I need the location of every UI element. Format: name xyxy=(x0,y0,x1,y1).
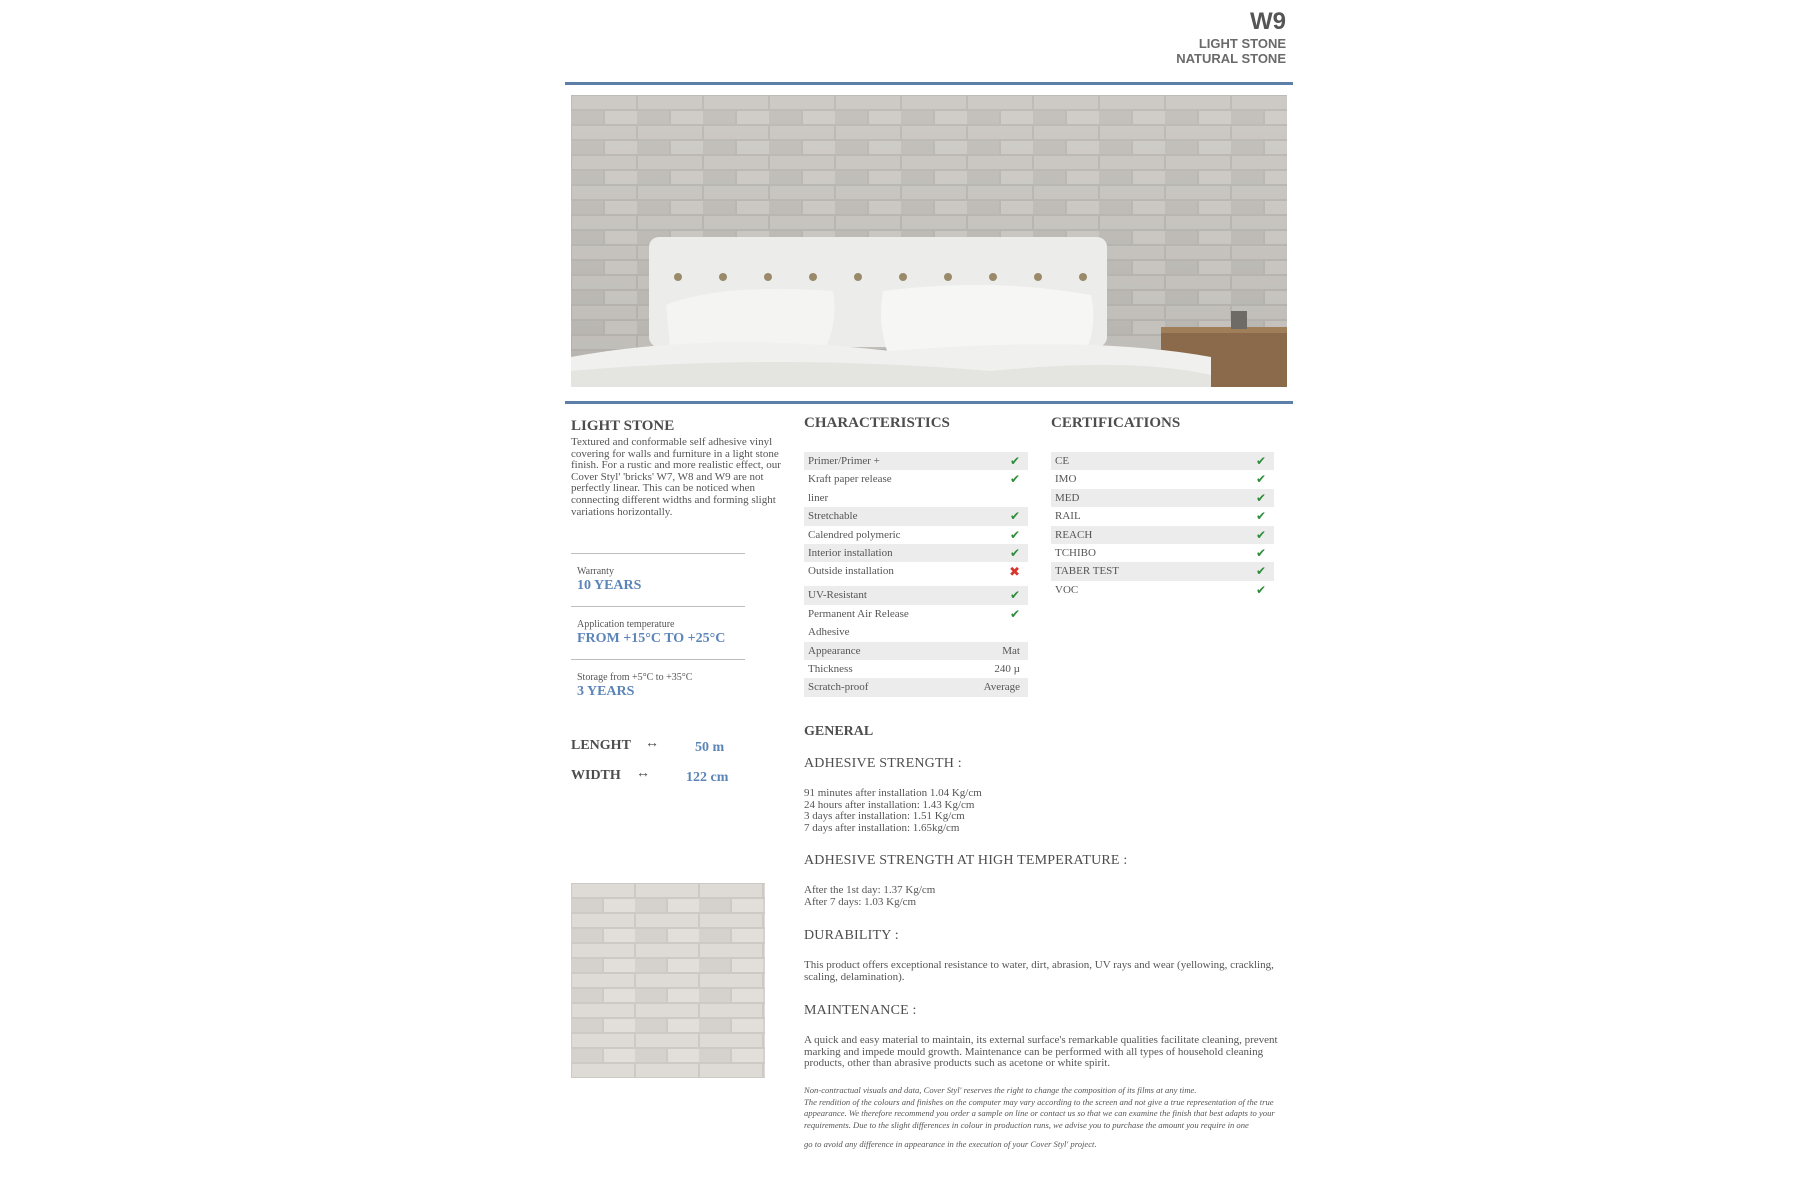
table-row xyxy=(804,470,1028,488)
table-row xyxy=(1051,507,1274,525)
table-row xyxy=(804,489,1028,507)
row-label: Scratch-proof xyxy=(808,681,869,694)
row-label: Outside installation xyxy=(808,565,894,578)
row-label: Stretchable xyxy=(808,510,858,523)
row-label: CE xyxy=(1055,455,1070,467)
product-description: Textured and conformable self adhesive vinyl covering for walls and furniture in a light stone finish. For a rustic and more realistic effect, our Cover Styl' 'bricks' W7, W8 and W9 are not perfectly linear. This can be noticed when connecting different widths and forming slight variations horizontally. xyxy=(571,436,781,518)
characteristics-table xyxy=(804,452,1028,697)
table-row xyxy=(804,562,1028,586)
durability-title: DURABILITY : xyxy=(804,928,899,943)
check-icon: ✔ xyxy=(1255,472,1266,487)
spec-divider xyxy=(571,553,745,554)
product-code: W9 xyxy=(1250,8,1286,35)
disclaimer xyxy=(804,1085,1294,1151)
disclaimer-line: The rendition of the colours and finishes on the computer may vary according to the screen and not give a true representation of the true appearance. We therefore recommend you order a sample on line or contact us so that we can examine the finish that best adapts to your requirements. Due to the slight differences in colour in production runs, we advise you to purchase the amount you require in one xyxy=(804,1096,1275,1130)
row-label: Primer/Primer + xyxy=(808,455,880,467)
row-value: Mat xyxy=(1002,644,1020,657)
table-row xyxy=(804,660,1028,678)
check-icon: ✔ xyxy=(1255,509,1266,524)
row-label: TABER TEST xyxy=(1055,565,1120,578)
hero-illustration xyxy=(571,95,1287,387)
width-arrow-icon: ↔ xyxy=(636,766,650,781)
table-row xyxy=(804,642,1028,660)
table-row xyxy=(1051,526,1274,544)
check-icon: ✔ xyxy=(1255,490,1266,505)
length-label: LENGHT xyxy=(571,738,631,753)
warranty-value: 10 YEARS xyxy=(577,578,642,593)
header-divider xyxy=(565,82,1293,85)
section-divider xyxy=(565,401,1293,404)
table-row xyxy=(1051,544,1274,562)
row-label: REACH xyxy=(1055,528,1093,541)
adhesive-line: 3 days after installation: 1.51 Kg/cm xyxy=(804,810,965,823)
disclaimer-line: Non-contractual visuals and data, Cover Styl' reserves the right to change the composition of its films at any time. xyxy=(804,1085,1197,1095)
brick-texture-swatch xyxy=(571,883,765,1078)
table-row xyxy=(804,586,1028,604)
row-label: Kraft paper release xyxy=(808,473,892,486)
length-arrow-icon: ↔ xyxy=(645,736,659,751)
high-temp-line: After 7 days: 1.03 Kg/cm xyxy=(804,895,917,908)
adhesive-strength-values xyxy=(804,788,1294,834)
characteristics-title: CHARACTERISTICS xyxy=(804,415,950,431)
row-label: Thickness xyxy=(808,662,853,675)
durability-text: This product offers exceptional resistance to water, dirt, abrasion, UV rays and wear (yellowing, crackling, scaling, delamination). xyxy=(804,959,1274,983)
storage-value: 3 YEARS xyxy=(577,684,635,699)
row-label: VOC xyxy=(1055,583,1079,596)
check-icon: ✔ xyxy=(1255,454,1266,468)
adhesive-line: 91 minutes after installation 1.04 Kg/cm xyxy=(804,787,982,799)
warranty-label: Warranty xyxy=(577,566,614,577)
check-icon: ✔ xyxy=(1009,454,1020,468)
product-title: LIGHT STONE xyxy=(571,418,675,434)
check-icon: ✔ xyxy=(1255,527,1266,542)
row-value: Average xyxy=(983,681,1020,694)
table-row xyxy=(804,605,1028,623)
bedroom-brick-wall-photo xyxy=(571,95,1287,387)
maintenance-text: A quick and easy material to maintain, its external surface's remarkable qualities facilitate cleaning, prevent marking and impede mould growth. Maintenance can be performed with all types of household cleaning products, other than abrasive products such as acetone or white spirit. xyxy=(804,1034,1278,1070)
check-icon: ✔ xyxy=(1009,606,1020,621)
cross-icon: ✖ xyxy=(1009,565,1020,581)
row-label: Permanent Air Release xyxy=(808,607,909,620)
width-value: 122 cm xyxy=(686,770,729,785)
table-row xyxy=(1051,489,1274,507)
application-temperature-label: Application temperature xyxy=(577,619,675,630)
product-category-heading: NATURAL STONE xyxy=(1176,51,1286,66)
check-icon: ✔ xyxy=(1255,582,1266,597)
row-label: IMO xyxy=(1055,473,1077,486)
adhesive-line: 7 days after installation: 1.65kg/cm xyxy=(804,821,960,834)
certifications-table xyxy=(1051,452,1274,599)
high-temperature-title: ADHESIVE STRENGTH AT HIGH TEMPERATURE : xyxy=(804,853,1128,868)
row-label: UV-Resistant xyxy=(808,589,867,602)
spec-divider xyxy=(571,606,745,607)
product-name-heading: LIGHT STONE xyxy=(1198,36,1286,51)
check-icon: ✔ xyxy=(1009,588,1020,603)
row-label: Calendred polymeric xyxy=(808,528,901,541)
spec-divider xyxy=(571,659,745,660)
row-label: Interior installation xyxy=(808,546,893,559)
adhesive-strength-title: ADHESIVE STRENGTH : xyxy=(804,756,962,771)
table-row xyxy=(804,544,1028,562)
maintenance-title: MAINTENANCE : xyxy=(804,1003,917,1018)
disclaimer-line: go to avoid any difference in appearance in the execution of your Cover Styl' project. xyxy=(804,1139,1097,1150)
check-icon: ✔ xyxy=(1009,509,1020,524)
certifications-title: CERTIFICATIONS xyxy=(1051,415,1181,431)
table-row xyxy=(804,526,1028,544)
check-icon: ✔ xyxy=(1009,472,1020,487)
general-title: GENERAL xyxy=(804,724,874,739)
table-row xyxy=(1051,562,1274,580)
table-row xyxy=(1051,452,1274,470)
row-label: Adhesive xyxy=(808,626,850,639)
application-temperature-value: FROM +15°C TO +25°C xyxy=(577,631,726,646)
check-icon: ✔ xyxy=(1255,564,1266,579)
row-label: RAIL xyxy=(1055,510,1081,523)
row-label: MED xyxy=(1055,491,1080,504)
table-row xyxy=(804,507,1028,525)
high-temperature-values xyxy=(804,885,1294,908)
row-label: Appearance xyxy=(808,644,861,657)
check-icon: ✔ xyxy=(1255,545,1266,560)
table-row xyxy=(804,623,1028,641)
check-icon: ✔ xyxy=(1009,545,1020,560)
table-row xyxy=(804,452,1028,470)
storage-label: Storage from +5°C to +35°C xyxy=(577,672,693,683)
table-row xyxy=(804,678,1028,696)
width-label: WIDTH xyxy=(571,768,621,783)
row-label: TCHIBO xyxy=(1055,546,1096,559)
swatch-illustration xyxy=(571,883,765,1078)
adhesive-line: 24 hours after installation: 1.43 Kg/cm xyxy=(804,798,975,811)
row-label: liner xyxy=(808,491,829,504)
table-row xyxy=(1051,470,1274,488)
row-value: 240 µ xyxy=(994,662,1020,675)
length-value: 50 m xyxy=(695,740,725,755)
check-icon: ✔ xyxy=(1009,527,1020,542)
table-row xyxy=(1051,581,1274,599)
high-temp-line: After the 1st day: 1.37 Kg/cm xyxy=(804,884,936,896)
